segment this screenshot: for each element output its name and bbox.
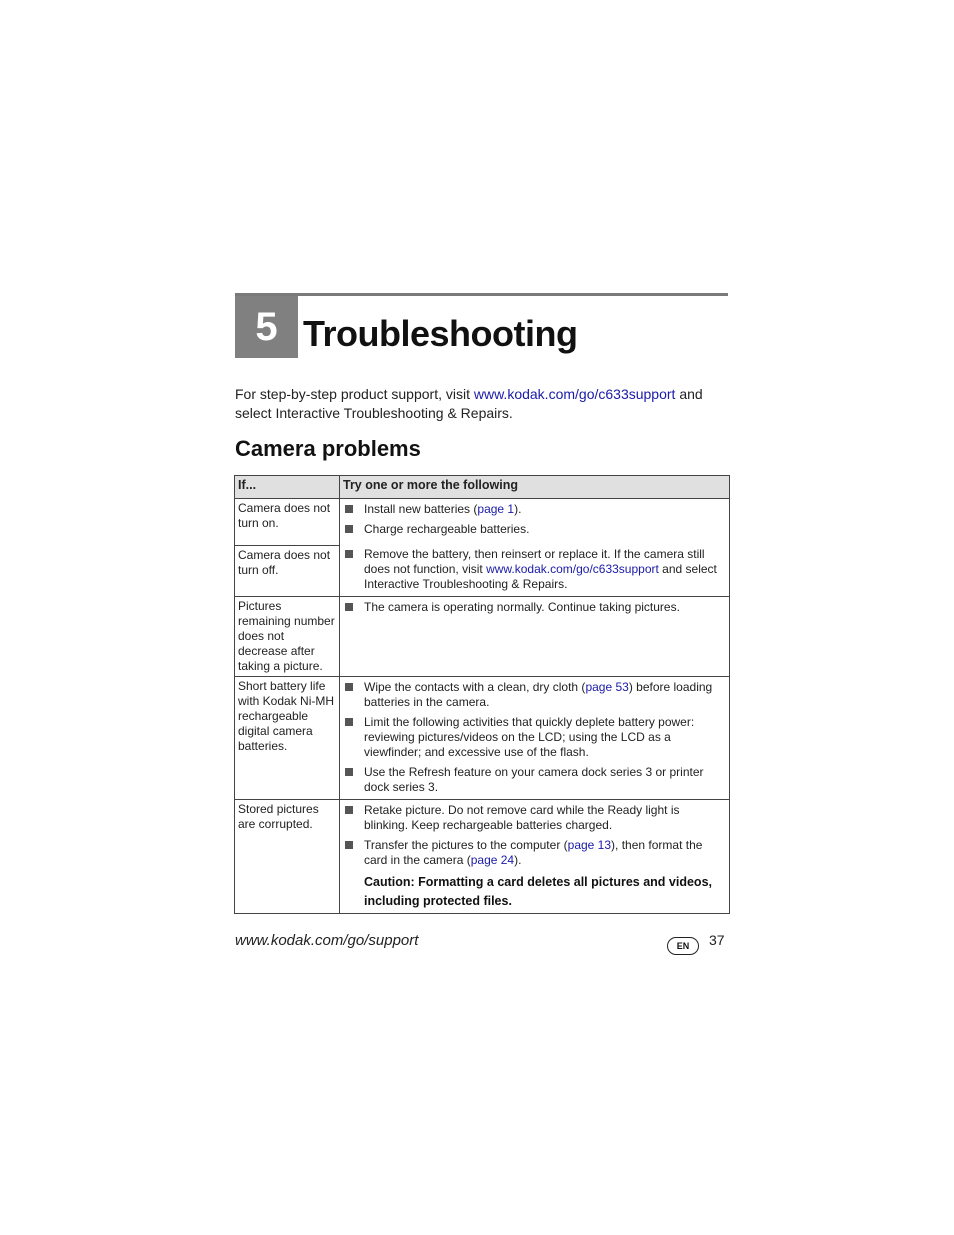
page-link[interactable]: page 13 xyxy=(567,838,612,852)
support-link[interactable]: www.kodak.com/go/c633support xyxy=(486,562,659,576)
table-row xyxy=(235,800,730,914)
chapter-number: 5 xyxy=(235,296,298,358)
list-item xyxy=(342,803,723,833)
footer-url: www.kodak.com/go/support xyxy=(235,932,419,949)
bullet-square-icon xyxy=(345,718,353,726)
page-link[interactable]: page 1 xyxy=(477,502,515,516)
table-row xyxy=(235,499,730,546)
bullet-square-icon xyxy=(345,768,353,776)
problem-cell: Pictures remaining number does not decrease after taking a picture. xyxy=(235,597,340,677)
troubleshooting-table xyxy=(234,475,730,914)
list-item xyxy=(342,715,723,760)
item-text: ). xyxy=(514,853,522,867)
support-link[interactable]: www.kodak.com/go/c633support xyxy=(473,386,676,402)
item-text: Charge rechargeable batteries. xyxy=(364,522,530,536)
item-text: Retake picture. Do not remove card while the Ready light is blinking. Keep rechargeable batteries charged. xyxy=(364,803,680,832)
item-text: Remove the battery, then reinsert or replace it. If the camera still does not function, visit xyxy=(364,547,705,576)
list-item xyxy=(342,547,723,592)
item-text: Install new batteries ( xyxy=(364,502,478,516)
table-row xyxy=(235,677,730,800)
chapter-rule xyxy=(235,293,728,296)
caution-note: Caution: Formatting a card deletes all pictures and videos, including protected files. xyxy=(364,875,712,908)
solution-cell xyxy=(340,597,730,677)
intro-text: For step-by-step product support, visit xyxy=(235,386,474,402)
bullet-square-icon xyxy=(345,841,353,849)
page-link[interactable]: page 24 xyxy=(470,853,515,867)
table-row xyxy=(235,597,730,677)
item-text: Use the Refresh feature on your camera dock series 3 or printer dock series 3. xyxy=(364,765,704,794)
list-item xyxy=(342,522,723,537)
table-header-row xyxy=(235,476,730,499)
list-item xyxy=(342,680,723,710)
bullet-square-icon xyxy=(345,550,353,558)
bullet-square-icon xyxy=(345,806,353,814)
page-title: Troubleshooting xyxy=(303,313,578,354)
language-badge: EN xyxy=(667,937,699,955)
intro-paragraph xyxy=(235,385,725,423)
problem-cell: Camera does not turn on. xyxy=(235,499,340,546)
section-title: Camera problems xyxy=(235,436,421,461)
solution-cell xyxy=(340,800,730,914)
list-item xyxy=(342,765,723,795)
item-text: The camera is operating normally. Continue taking pictures. xyxy=(364,600,680,614)
page-number: 37 xyxy=(709,932,725,948)
list-item xyxy=(342,838,723,868)
item-text: ), then format the card in the camera ( xyxy=(364,838,703,867)
solution-cell xyxy=(340,677,730,800)
solution-cell xyxy=(340,499,730,597)
item-text: ) before loading batteries in the camera. xyxy=(364,680,713,709)
bullet-square-icon xyxy=(345,683,353,691)
problem-cell: Stored pictures are corrupted. xyxy=(235,800,340,914)
column-header-try: Try one or more the following xyxy=(340,476,730,499)
item-text: Limit the following activities that quickly deplete battery power: reviewing pictures/videos on the LCD; using the LCD as a viewfinder; and excessive use of the flash. xyxy=(364,715,695,759)
page-link[interactable]: page 53 xyxy=(585,680,629,694)
list-item xyxy=(342,600,723,615)
item-text: ). xyxy=(514,502,522,516)
bullet-square-icon xyxy=(345,505,353,513)
item-text: Transfer the pictures to the computer ( xyxy=(364,838,568,852)
column-header-if: If... xyxy=(235,476,340,499)
item-text: and select Interactive Troubleshooting & Repairs. xyxy=(364,562,717,591)
bullet-square-icon xyxy=(345,603,353,611)
bullet-square-icon xyxy=(345,525,353,533)
problem-cell: Camera does not turn off. xyxy=(235,546,340,597)
intro-text-after: and select Interactive Troubleshooting & Repairs. xyxy=(235,386,703,421)
item-text: Wipe the contacts with a clean, dry cloth ( xyxy=(364,680,586,694)
list-item xyxy=(342,502,723,517)
problem-cell: Short battery life with Kodak Ni-MH rechargeable digital camera batteries. xyxy=(235,677,340,800)
